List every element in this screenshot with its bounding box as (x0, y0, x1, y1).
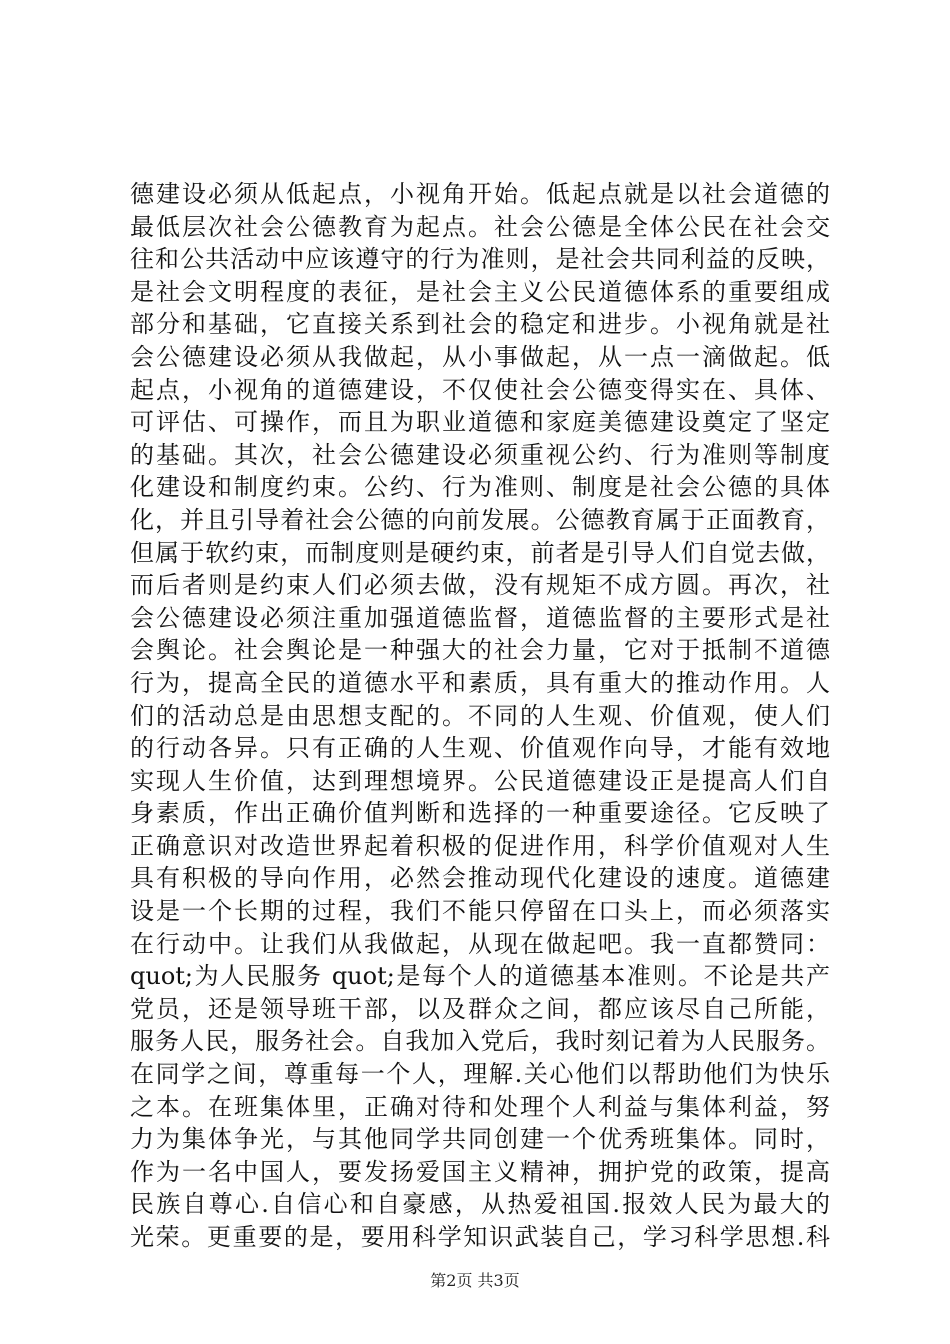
text-line: 会舆论。社会舆论是一种强大的社会力量，它对于抵制不道德 (130, 636, 830, 665)
text-line: 民族自尊心.自信心和自豪感，从热爱祖国.报效人民为最大的 (130, 1190, 830, 1219)
text-line: 化，并且引导着社会公德的向前发展。公德教育属于正面教育， (130, 505, 830, 534)
text-line: 德建设必须从低起点，小视角开始。低起点就是以社会道德的 (130, 180, 830, 208)
text-line: 起点，小视角的道德建设，不仅使社会公德变得实在、具体、 (130, 375, 830, 404)
text-line: 之本。在班集体里，正确对待和处理个人利益与集体利益，努 (130, 1092, 830, 1121)
text-line: 实现人生价值，达到理想境界。公民道德建设正是提高人们自 (130, 766, 830, 795)
text-line: 的行动各异。只有正确的人生观、价值观作向导，才能有效地 (130, 734, 830, 763)
text-line: 化建设和制度约束。公约、行为准则、制度是社会公德的具体 (130, 473, 830, 502)
text-line: 往和公共活动中应该遵守的行为准则，是社会共同利益的反映， (130, 245, 830, 274)
body-text (130, 178, 830, 1254)
text-line: 但属于软约束，而制度则是硬约束，前者是引导人们自觉去做， (130, 538, 830, 567)
text-line: 正确意识对改造世界起着积极的促进作用，科学价值观对人生 (130, 831, 830, 860)
text-line: 的基础。其次，社会公德建设必须重视公约、行为准则等制度 (130, 440, 830, 469)
text-line: 光荣。更重要的是，要用科学知识武装自己，学习科学思想.科 (130, 1223, 830, 1251)
text-line: 行为，提高全民的道德水平和素质，具有重大的推动作用。人 (130, 668, 830, 697)
text-line: 身素质，作出正确价值判断和选择的一种重要途径。它反映了 (130, 799, 830, 828)
text-line: 在行动中。让我们从我做起，从现在做起吧。我一直都赞同： (130, 929, 830, 958)
text-line: 是社会文明程度的表征，是社会主义公民道德体系的重要组成 (130, 277, 830, 306)
page-footer: 第2页 共3页 (430, 1271, 520, 1290)
text-line: 会公德建设必须从我做起，从小事做起，从一点一滴做起。低 (130, 342, 830, 371)
text-line: 设是一个长期的过程，我们不能只停留在口头上，而必须落实 (130, 897, 830, 926)
text-line: 具有积极的导向作用，必然会推动现代化建设的速度。道德建 (130, 864, 830, 893)
text-line: 们的活动总是由思想支配的。不同的人生观、价值观，使人们 (130, 701, 830, 730)
text-line: 作为一名中国人，要发扬爱国主义精神，拥护党的政策，提高 (130, 1157, 830, 1186)
text-line: 会公德建设必须注重加强道德监督，道德监督的主要形式是社 (130, 603, 830, 632)
text-line: 在同学之间，尊重每一个人，理解.关心他们以帮助他们为快乐 (130, 1060, 830, 1089)
text-line: 最低层次社会公德教育为起点。社会公德是全体公民在社会交 (130, 212, 830, 241)
text-line: 服务人民，服务社会。自我加入党后，我时刻记着为人民服务。 (130, 1027, 830, 1056)
text-line: 力为集体争光，与其他同学共同创建一个优秀班集体。同时， (130, 1125, 830, 1154)
text-line: 党员，还是领导班干部，以及群众之间，都应该尽自己所能， (130, 994, 830, 1023)
text-line: 部分和基础，它直接关系到社会的稳定和进步。小视角就是社 (130, 310, 830, 339)
text-line: 可评估、可操作，而且为职业道德和家庭美德建设奠定了坚定 (130, 408, 830, 437)
text-line: 而后者则是约束人们必须去做，没有规矩不成方圆。再次，社 (130, 571, 830, 600)
text-line: quot;为人民服务 quot;是每个人的道德基本准则。不论是共产 (130, 962, 830, 991)
